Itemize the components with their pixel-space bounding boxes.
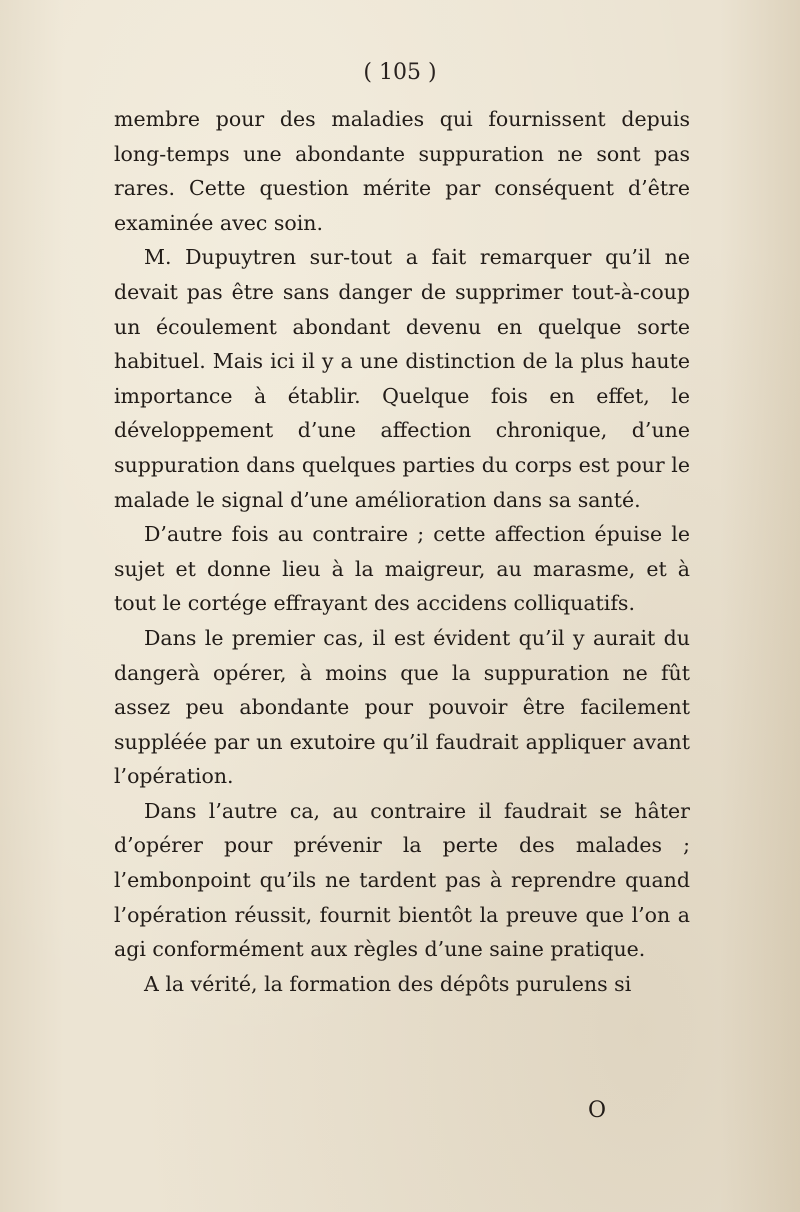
paragraph-autre-fois: D’autre fois au contraire ; cette affection épuise le sujet et donne lieu à la maigreur, au marasme, et à tout le cortége effrayant des accidens colliquatifs.	[114, 522, 690, 616]
paragraph-dupuytren: M. Dupuytren sur-tout a fait remarquer qu’il ne devait pas être sans danger de supprimer tout-à-coup un écoulement abondant devenu en quelque sorte habituel. Mais ici il y a une distinction de la plus haute importance à établir. Quelque fois en effet, le développement d’une affection chronique, d’une suppuration dans quelques parties du corps est pour le malade le signal d’une amélioration dans sa santé.	[114, 245, 690, 512]
paragraph-continuation: membre pour des maladies qui fournissent depuis long-temps une abondante suppuration ne sont pas rares. Cette question mérite par conséquent d’être examinée avec soin.	[114, 107, 690, 235]
paragraph-verite: A la vérité, la formation des dépôts purulens si	[144, 971, 632, 996]
signature-mark: O	[588, 1098, 607, 1123]
paragraph-premier-cas: Dans le premier cas, il est évident qu’il y aurait du dangerà opérer, à moins que la suppuration ne fût assez peu abondante pour pouvoir être facilement suppléée par un exutoire qu’il faudrait appliquer avant l’opération.	[114, 625, 690, 789]
body-text	[114, 102, 690, 1001]
page-number: ( 105 )	[363, 60, 437, 85]
paragraph-autre-cas: Dans l’autre ca, au contraire il faudrait se hâter d’opérer pour prévenir la perte des malades ; l’embonpoint qu’ils ne tardent pas à reprendre quand l’opération réussit, fournit bientôt la preuve que l’on a agi conformément aux règles d’une saine pratique.	[114, 798, 690, 962]
